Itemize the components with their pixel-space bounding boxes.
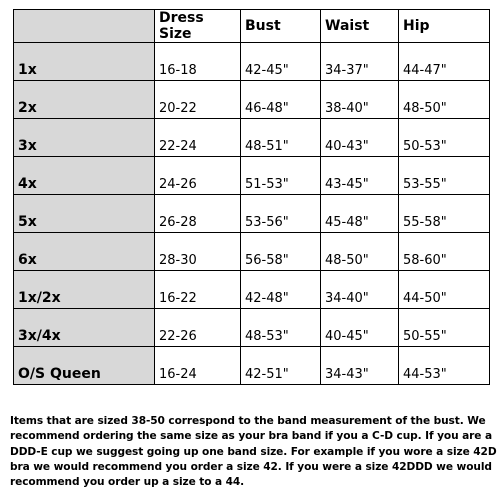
waist-cell: 43-45"	[321, 157, 399, 195]
dress-size-cell: 16-18	[155, 43, 241, 81]
bust-cell: 42-51"	[241, 347, 321, 385]
hip-cell: 44-53"	[399, 347, 490, 385]
hip-cell: 44-50"	[399, 271, 490, 309]
header-hip: Hip	[399, 10, 490, 43]
table-body	[14, 43, 490, 385]
size-label: 4x	[14, 157, 155, 195]
header-dress-size: Dress Size	[155, 10, 241, 43]
hip-cell: 50-53"	[399, 119, 490, 157]
bust-cell: 56-58"	[241, 233, 321, 271]
table-row	[14, 233, 490, 271]
table-row	[14, 119, 490, 157]
sizing-footnote	[10, 414, 497, 490]
size-label: 6x	[14, 233, 155, 271]
waist-cell: 40-43"	[321, 119, 399, 157]
header-corner-cell	[14, 10, 155, 43]
hip-cell: 53-55"	[399, 157, 490, 195]
hip-cell: 58-60"	[399, 233, 490, 271]
size-label: 1x/2x	[14, 271, 155, 309]
size-chart-table	[13, 9, 490, 385]
bust-cell: 42-48"	[241, 271, 321, 309]
dress-size-cell: 24-26	[155, 157, 241, 195]
waist-cell: 48-50"	[321, 233, 399, 271]
footnote-line: recommend you order up a size to a 44.	[10, 476, 245, 489]
bust-cell: 48-51"	[241, 119, 321, 157]
bust-cell: 48-53"	[241, 309, 321, 347]
size-label: 1x	[14, 43, 155, 81]
bust-cell: 46-48"	[241, 81, 321, 119]
footnote-line: recommend ordering the same size as your bra band if you a C-D cup. If you are a	[10, 430, 493, 443]
size-label: 3x	[14, 119, 155, 157]
waist-cell: 34-37"	[321, 43, 399, 81]
table-row	[14, 43, 490, 81]
hip-cell: 50-55"	[399, 309, 490, 347]
table-row	[14, 195, 490, 233]
footnote-line: DDD-E cup we suggest going up one band size. For example if you wore a size 42D	[10, 445, 497, 458]
table-header-row	[14, 10, 490, 43]
waist-cell: 45-48"	[321, 195, 399, 233]
bust-cell: 42-45"	[241, 43, 321, 81]
bust-cell: 53-56"	[241, 195, 321, 233]
table-row	[14, 81, 490, 119]
waist-cell: 40-45"	[321, 309, 399, 347]
hip-cell: 44-47"	[399, 43, 490, 81]
waist-cell: 34-43"	[321, 347, 399, 385]
waist-cell: 34-40"	[321, 271, 399, 309]
header-waist: Waist	[321, 10, 399, 43]
dress-size-cell: 16-24	[155, 347, 241, 385]
footnote-line: Items that are sized 38-50 correspond to the band measurement of the bust. We	[10, 415, 486, 427]
table-row	[14, 309, 490, 347]
dress-size-cell: 26-28	[155, 195, 241, 233]
hip-cell: 55-58"	[399, 195, 490, 233]
footnote-line: bra we would recommend you order a size 42. If you were a size 42DDD we would	[10, 460, 492, 473]
waist-cell: 38-40"	[321, 81, 399, 119]
size-label: 5x	[14, 195, 155, 233]
dress-size-cell: 16-22	[155, 271, 241, 309]
size-label: 3x/4x	[14, 309, 155, 347]
dress-size-cell: 22-24	[155, 119, 241, 157]
bust-cell: 51-53"	[241, 157, 321, 195]
size-label: 2x	[14, 81, 155, 119]
dress-size-cell: 22-26	[155, 309, 241, 347]
size-label: O/S Queen	[14, 347, 155, 385]
dress-size-cell: 28-30	[155, 233, 241, 271]
table-row	[14, 271, 490, 309]
table-row	[14, 347, 490, 385]
table-row	[14, 157, 490, 195]
dress-size-cell: 20-22	[155, 81, 241, 119]
header-bust: Bust	[241, 10, 321, 43]
hip-cell: 48-50"	[399, 81, 490, 119]
